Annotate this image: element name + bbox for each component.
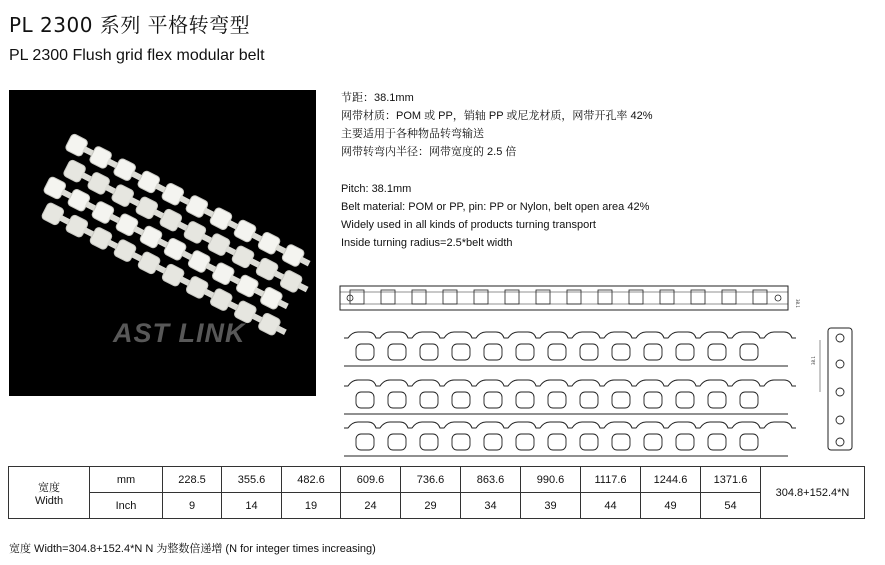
belt-link [111,184,135,208]
side-pin [836,388,844,396]
spec-line: 主要适用于各种物品转弯输送 [341,128,484,140]
module-slot [708,344,726,360]
width-formula: 304.8+152.4*N [761,467,865,519]
belt-link [281,243,305,267]
belt-link [63,159,87,183]
side-dimension-label: 38.1 [811,356,816,365]
module-slot [420,434,438,450]
belt-link [233,219,257,243]
belt-side-view [820,328,852,450]
specs-english [341,180,649,252]
belt-link [43,176,67,200]
width-table [8,466,865,519]
belt-link [159,208,183,232]
module-slot [484,344,502,360]
width-header [9,467,90,519]
belt-link [185,194,209,218]
belt-link [65,133,89,157]
belt-link [185,275,209,299]
table-cell: 29 [401,493,461,519]
side-pin [836,438,844,446]
module-slot [388,434,406,450]
belt-link [187,249,211,273]
belt-link [161,263,185,287]
module-edge [344,380,796,386]
side-pin [836,416,844,424]
belt-link [91,200,115,224]
module-slot [484,392,502,408]
module-slot [388,392,406,408]
belt-link [89,226,113,250]
table-cell: 39 [521,493,581,519]
module-slot [516,434,534,450]
table-cell: 863.6 [461,467,521,493]
module-slot [708,434,726,450]
module-slot [644,392,662,408]
module-slot [420,392,438,408]
module-slot [356,392,374,408]
module-slot [644,344,662,360]
belt-link [113,239,137,263]
specs-chinese [341,89,653,161]
page-subtitle: PL 2300 Flush grid flex modular belt [9,47,265,64]
table-cell: 990.6 [521,467,581,493]
table-cell: 736.6 [401,467,461,493]
table-cell: 1244.6 [641,467,701,493]
belt-link [279,269,303,293]
module-edge [344,422,796,428]
product-photo [9,90,316,396]
watermark-text: AST LINK [113,318,246,348]
belt-plan-view [344,332,796,456]
belt-link [41,202,65,226]
module-edge [344,332,796,338]
spec-line: Belt material: POM or PP, pin: PP or Nylon, belt open area 42% [341,201,650,213]
module-slot [548,434,566,450]
belt-link [257,312,281,336]
module-slot [580,434,598,450]
module-slot [676,344,694,360]
module-slot [484,434,502,450]
table-cell: 355.6 [222,467,282,493]
width-footnote: 宽度 Width=304.8+152.4*N N 为整数倍递增 (N for integer times increasing) [9,543,376,555]
module-slot [740,392,758,408]
module-slot [580,392,598,408]
belt-link [259,286,283,310]
belt-link [89,145,113,169]
belt-link [209,207,233,231]
module-slot [644,434,662,450]
strip-outline [340,286,788,310]
module-slot [516,392,534,408]
belt-link [235,274,259,298]
belt-link [183,220,207,244]
belt-link [67,188,91,212]
belt-top-view [340,286,788,310]
belt-link [137,251,161,275]
module-slot [612,434,630,450]
module-slot [580,344,598,360]
module-slot [740,434,758,450]
side-outline [828,328,852,450]
module-slot [740,344,758,360]
belt-modules [32,133,316,340]
module-slot [548,392,566,408]
top-dimension-label: 38.1 [795,299,800,308]
module-slot [548,344,566,360]
page-title: PL 2300 系列 平格转弯型 [9,13,251,37]
unit-mm: mm [90,467,163,493]
spec-line: Widely used in all kinds of products turning transport [341,219,596,231]
belt-link [209,288,233,312]
belt-link [115,213,139,237]
spec-line: 节距：38.1mm [341,92,414,104]
module-slot [452,344,470,360]
belt-link [137,170,161,194]
module-slot [452,434,470,450]
table-cell: 54 [701,493,761,519]
table-cell: 1371.6 [701,467,761,493]
unit-inch: Inch [90,493,163,519]
module-slot [676,392,694,408]
module-slot [452,392,470,408]
side-pin [836,334,844,342]
strip-pin [775,295,781,301]
spec-line: 网带材质：POM 或 PP，销轴 PP 或尼龙材质，网带开孔率 42% [341,110,653,122]
belt-link [65,214,89,238]
belt-link [161,182,185,206]
belt-link [163,237,187,261]
belt-link [231,245,255,269]
side-pin [836,360,844,368]
module-slot [388,344,406,360]
module-slot [708,392,726,408]
width-header-cn: 宽度 [38,481,60,494]
technical-drawing [338,280,863,460]
module-slot [612,392,630,408]
module-slot [612,344,630,360]
module-slot [356,344,374,360]
belt-link [207,233,231,257]
table-cell: 9 [163,493,222,519]
table-cell: 49 [641,493,701,519]
table-cell: 228.5 [163,467,222,493]
table-cell: 24 [341,493,401,519]
belt-link [255,257,279,281]
table-cell: 609.6 [341,467,401,493]
module-slot [516,344,534,360]
width-header-en: Width [34,494,64,507]
module-slot [420,344,438,360]
belt-link [257,231,281,255]
belt-link [113,158,137,182]
belt-link [211,262,235,286]
belt-link [135,196,159,220]
table-cell: 34 [461,493,521,519]
table-cell: 1117.6 [581,467,641,493]
module-slot [676,434,694,450]
table-cell: 482.6 [282,467,341,493]
belt-link [139,225,163,249]
belt-link [87,171,111,195]
spec-line: 网带转弯内半径：网带宽度的 2.5 倍 [341,146,517,158]
spec-line: Pitch: 38.1mm [341,183,412,195]
table-cell: 19 [282,493,341,519]
table-cell: 14 [222,493,282,519]
table-cell: 44 [581,493,641,519]
belt-photo-illustration [9,90,316,396]
module-slot [356,434,374,450]
spec-line: Inside turning radius=2.5*belt width [341,237,513,249]
